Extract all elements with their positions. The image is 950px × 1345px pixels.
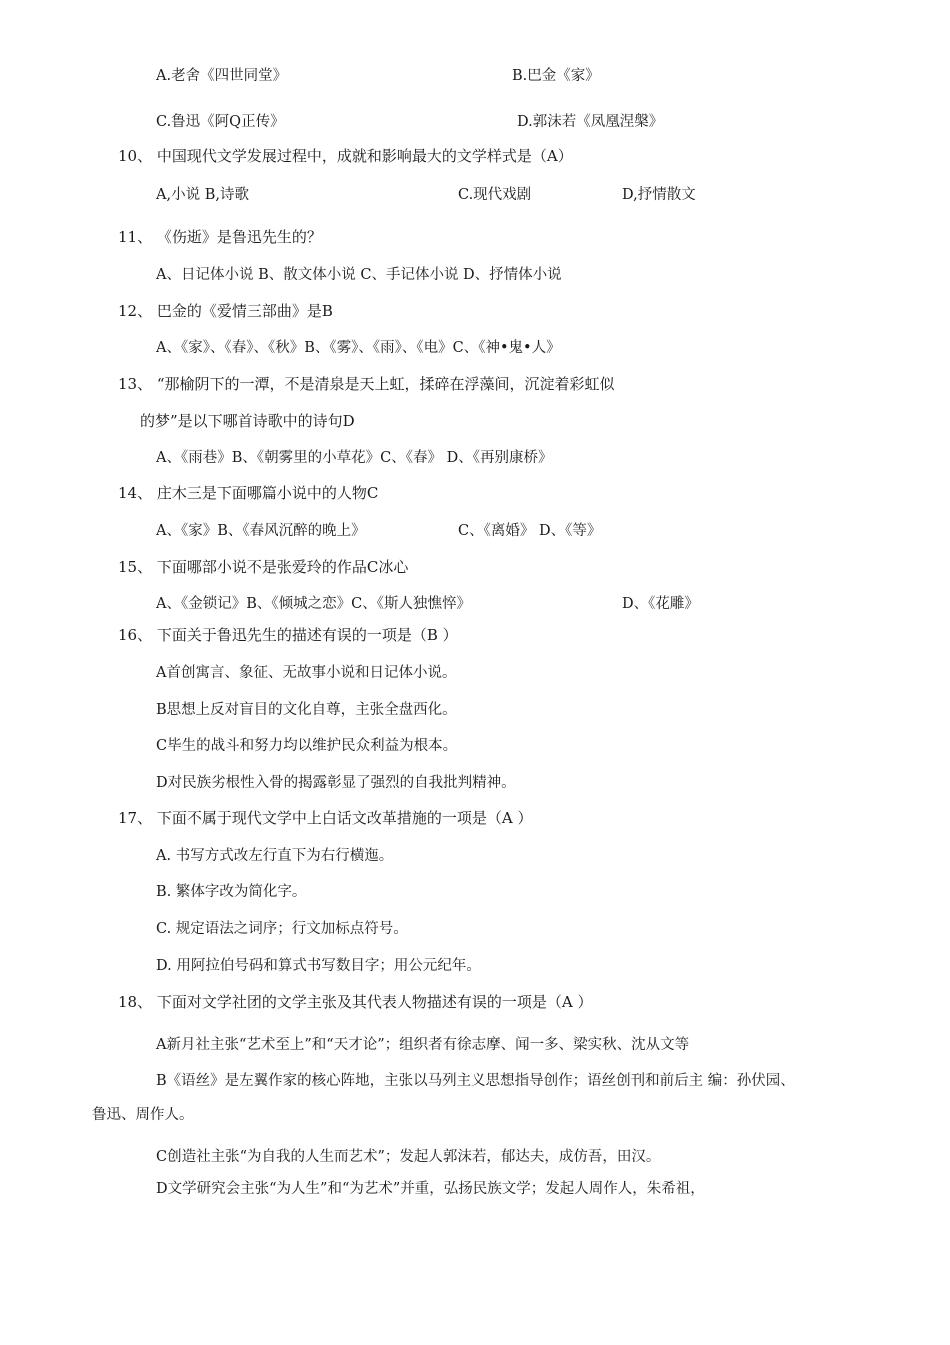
q10-option-d: D,抒情散文 (622, 187, 696, 203)
q18-option-a: A新月社主张“艺术至上”和“天才论”；组织者有徐志摩、闻一多、梁实秋、沈从文等 (156, 1037, 690, 1053)
q18-option-c: C创造社主张“为自我的人生而艺术”；发起人郭沫若，郁达夫，成仿吾，田汉。 (156, 1149, 661, 1165)
q13-stem-line2: 的梦”是以下哪首诗歌中的诗句D (140, 412, 355, 430)
q10-stem: 10、 中国现代文学发展过程中，成就和影响最大的文学样式是（A） (118, 147, 573, 165)
q15-option-d: D、《花雕》 (622, 596, 699, 612)
q18-option-b-line1: B《语丝》是左翼作家的核心阵地，主张以马列主义思想指导创作；语丝创刊和前后主 编：孙伏园、 (156, 1073, 795, 1089)
q17-option-d: D. 用阿拉伯号码和算式书写数目字；用公元纪年。 (156, 958, 481, 974)
q16-option-c: C毕生的战斗和努力均以维护民众利益为根本。 (156, 738, 458, 754)
q16-option-a: A首创寓言、象征、无故事小说和日记体小说。 (156, 665, 457, 681)
q13-options: A、《雨巷》B、《朝雾里的小草花》C、《春》 D、《再别康桥》 (156, 450, 553, 466)
q15-options-abc: A、《金锁记》B、《倾城之恋》C、《斯人独憔悴》 (156, 596, 471, 612)
q11-options: A、日记体小说 B、散文体小说 C、手记体小说 D、抒情体小说 (156, 267, 562, 283)
q9-option-b: B.巴金《家》 (512, 68, 600, 84)
q9-option-a: A.老舍《四世同堂》 (156, 68, 288, 84)
q13-stem-line1: 13、 “那榆阴下的一潭，不是清泉是天上虹，揉碎在浮藻间，沉淀着彩虹似 (118, 375, 615, 393)
q16-stem: 16、 下面关于鲁迅先生的描述有误的一项是（B ） (118, 626, 458, 644)
q10-option-c: C.现代戏剧 (458, 187, 532, 203)
q17-option-a: A. 书写方式改左行直下为右行横迤。 (156, 848, 394, 864)
q14-stem: 14、 庄木三是下面哪篇小说中的人物C (118, 484, 379, 502)
q10-options-ab: A,小说 B,诗歌 (156, 187, 249, 203)
q18-stem: 18、 下面对文学社团的文学主张及其代表人物描述有误的一项是（A ） (118, 993, 593, 1011)
q9-option-c: C.鲁迅《阿Q正传》 (156, 114, 285, 130)
q17-option-b: B. 繁体字改为简化字。 (156, 884, 307, 900)
q12-options: A、《家》、《春》、《秋》B、《雾》、《雨》、《电》C、《神•鬼•人》 (156, 340, 561, 356)
q12-stem: 12、 巴金的《爱情三部曲》是B (118, 302, 333, 320)
q9-option-d: D.郭沫若《凤凰涅槃》 (517, 114, 664, 130)
q16-option-d: D对民族劣根性入骨的揭露彰显了强烈的自我批判精神。 (156, 775, 516, 791)
q17-stem: 17、 下面不属于现代文学中上白话文改革措施的一项是（A ） (118, 809, 533, 827)
q16-option-b: B思想上反对盲目的文化自尊，主张全盘西化。 (156, 702, 457, 718)
q14-options-ab: A、《家》B、《春风沉醉的晚上》 (156, 523, 366, 539)
q18-option-d: D文学研究会主张“为人生”和“为艺术”并重，弘扬民族文学；发起人周作人，朱希祖， (156, 1181, 705, 1197)
q17-option-c: C. 规定语法之词序；行文加标点符号。 (156, 921, 408, 937)
q11-stem: 11、 《伤逝》是鲁迅先生的？ (118, 228, 322, 246)
q18-option-b-line2: 鲁迅、周作人。 (92, 1107, 194, 1123)
q15-stem: 15、 下面哪部小说不是张爱玲的作品C冰心 (118, 558, 409, 576)
q14-options-cd: C、《离婚》 D、《等》 (458, 523, 602, 539)
